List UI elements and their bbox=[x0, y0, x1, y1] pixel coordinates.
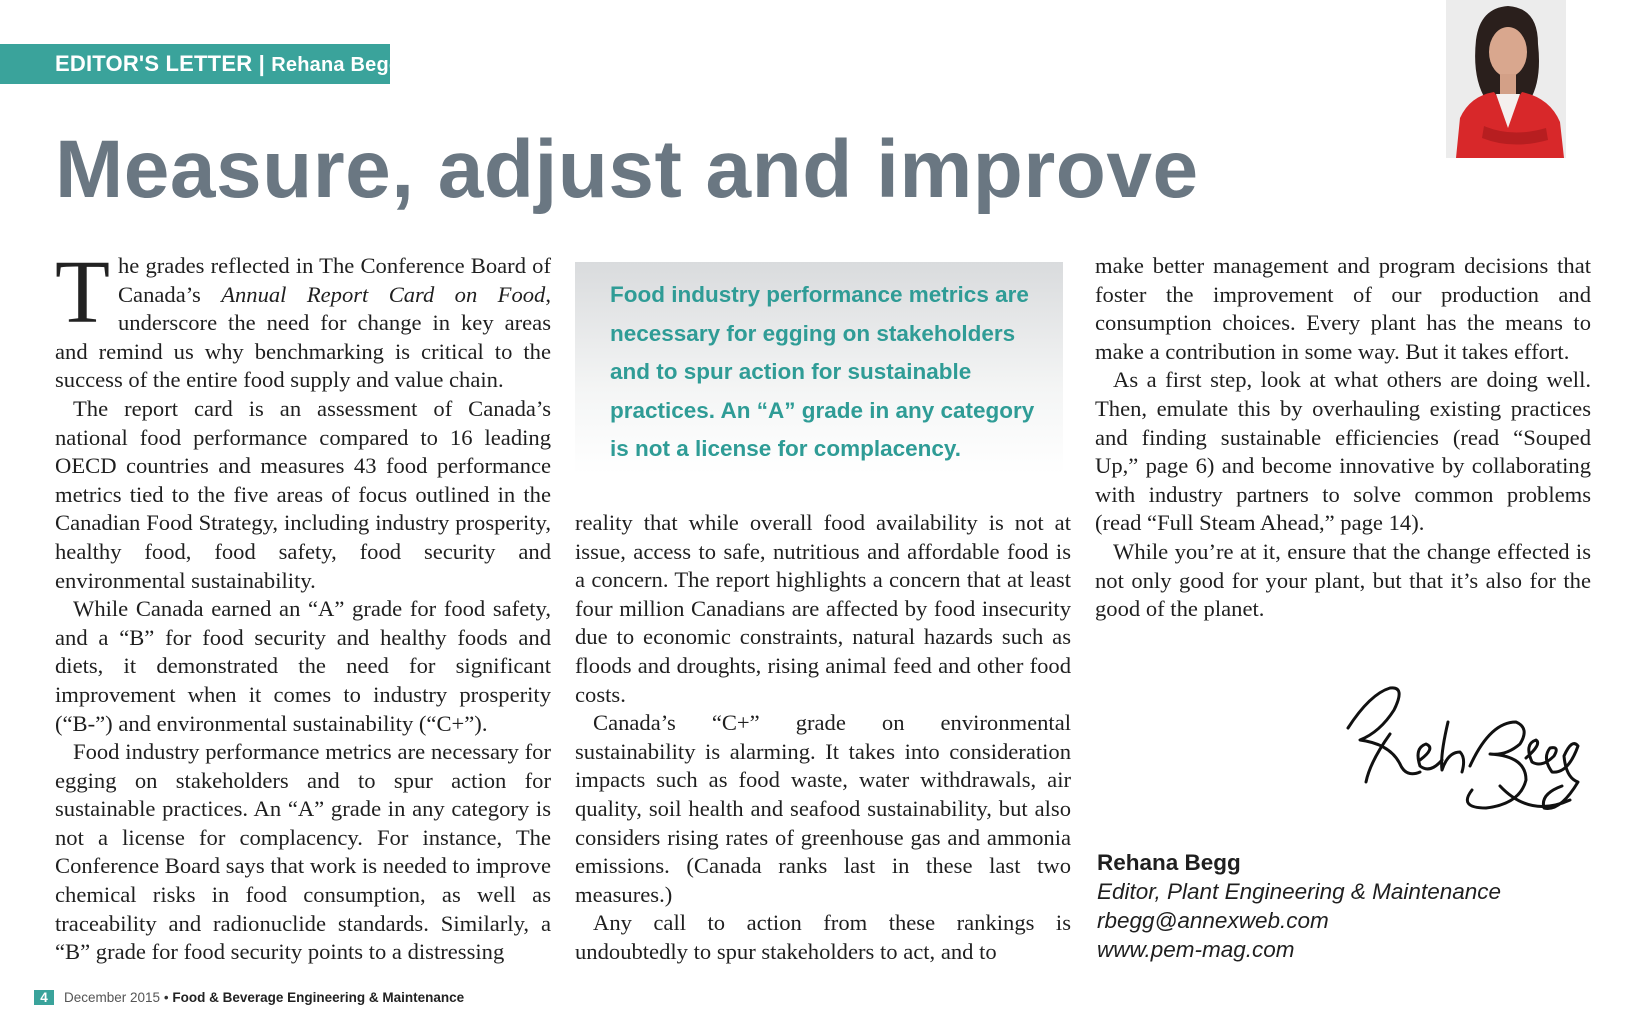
paragraph-text: he grades reflected in The Conference Board of Canada’s bbox=[117, 253, 551, 307]
paragraph: While Canada earned an “A” grade for food safety, and a “B” for food security and healthy foods and diets, it demonstrated the need for significant improvement when it comes to industry prosperity (“B-”) and environmental sustainability (“C+”). bbox=[55, 596, 551, 736]
paragraph: make better management and program decisions that foster the improvement of our production and consumption choices. Every plant has the means to make a contribution in some way. But it takes effort. bbox=[1095, 253, 1591, 364]
paragraph: The report card is an assessment of Canada’s national food performance compared to 16 leading OECD countries and measures 43 food performance metrics tied to the five areas of focus outlined in the Canadian Food Strategy, including industry prosperity, healthy food, food safety, food security and environmental sustainability. bbox=[55, 395, 551, 593]
drop-cap: T bbox=[55, 243, 110, 342]
signature-title: Editor, Plant Engineering & Maintenance bbox=[1097, 879, 1502, 904]
article-column-2 bbox=[575, 509, 1071, 967]
footer-bullet: • bbox=[163, 990, 169, 1005]
banner-author: Rehana Begg bbox=[271, 54, 402, 76]
pull-quote-text: Food industry performance metrics are necessary for egging on stakeholders and to spur action for sustainable practices. An “A” grade in any category is not a license for complacency. bbox=[610, 282, 1035, 462]
paragraph: As a first step, look at what others are doing well. Then, emulate this by overhauling existing practices and finding sustainable efficiencies (read “Souped Up,” page 6) and become innovative by collaborating with industry partners to solve common problems (read “Full Steam Ahead,” page 14). bbox=[1095, 367, 1591, 536]
banner-text bbox=[55, 44, 401, 85]
paragraph: Any call to action from these rankings is undoubtedly to spur stakeholders to act, and to bbox=[575, 910, 1071, 964]
page-footer bbox=[34, 990, 464, 1005]
banner-separator: | bbox=[258, 51, 265, 76]
article-column-1 bbox=[55, 243, 551, 967]
issue-date: December 2015 bbox=[64, 990, 161, 1005]
paragraph: While you’re at it, ensure that the change effected is not only good for your plant, but that it’s also for the good of the planet. bbox=[1095, 538, 1591, 622]
signature-email: rbegg@annexweb.com bbox=[1097, 908, 1329, 933]
signature-name: Rehana Begg bbox=[1097, 850, 1241, 875]
handwritten-signature bbox=[1330, 682, 1590, 842]
paragraph-text: , underscore the need for change in key areas and remind us why benchmarking is critical to the success of the entire food supply and value chain. bbox=[55, 281, 551, 393]
report-title: Annual Report Card on Food bbox=[221, 281, 546, 307]
paragraph: Canada’s “C+” grade on environmental sustainability is alarming. It takes into consideration impacts such as food waste, water withdrawals, air quality, soil health and seafood sustainability, but also considers rising rates of greenhouse gas and ammonia emissions. (Canada ranks last in these last two measures.) bbox=[575, 710, 1071, 907]
signature-website: www.pem-mag.com bbox=[1097, 937, 1295, 962]
page-number: 4 bbox=[34, 990, 54, 1005]
paragraph: reality that while overall food availability is not at issue, access to safe, nutritious and affordable food is a concern. The report highlights a concern that at least four million Canadians are affected by food insecurity due to economic constraints, natural hazards such as floods and droughts, rising animal feed and other food costs. bbox=[575, 510, 1071, 707]
pull-quote-box bbox=[575, 262, 1063, 474]
author-portrait-image bbox=[1446, 0, 1566, 158]
author-photo bbox=[1446, 0, 1566, 158]
page-title: Measure, adjust and improve bbox=[55, 124, 1199, 215]
banner-section-label: EDITOR'S LETTER bbox=[55, 51, 253, 76]
article-column-3 bbox=[1095, 252, 1591, 624]
publication-name: Food & Beverage Engineering & Maintenance bbox=[172, 990, 465, 1005]
paragraph: Food industry performance metrics are necessary for egging on stakeholders and to spur action for sustainable practices. An “A” grade in any category is not a license for complacency. For instance, The Conference Board says that work is needed to improve chemical risks in food consumption, as well as traceability and radionuclide standards. Similarly, a “B” grade for food security points to a distressing bbox=[55, 739, 551, 965]
section-banner bbox=[0, 44, 402, 84]
paragraph bbox=[55, 243, 551, 395]
signature-image bbox=[1330, 682, 1590, 842]
